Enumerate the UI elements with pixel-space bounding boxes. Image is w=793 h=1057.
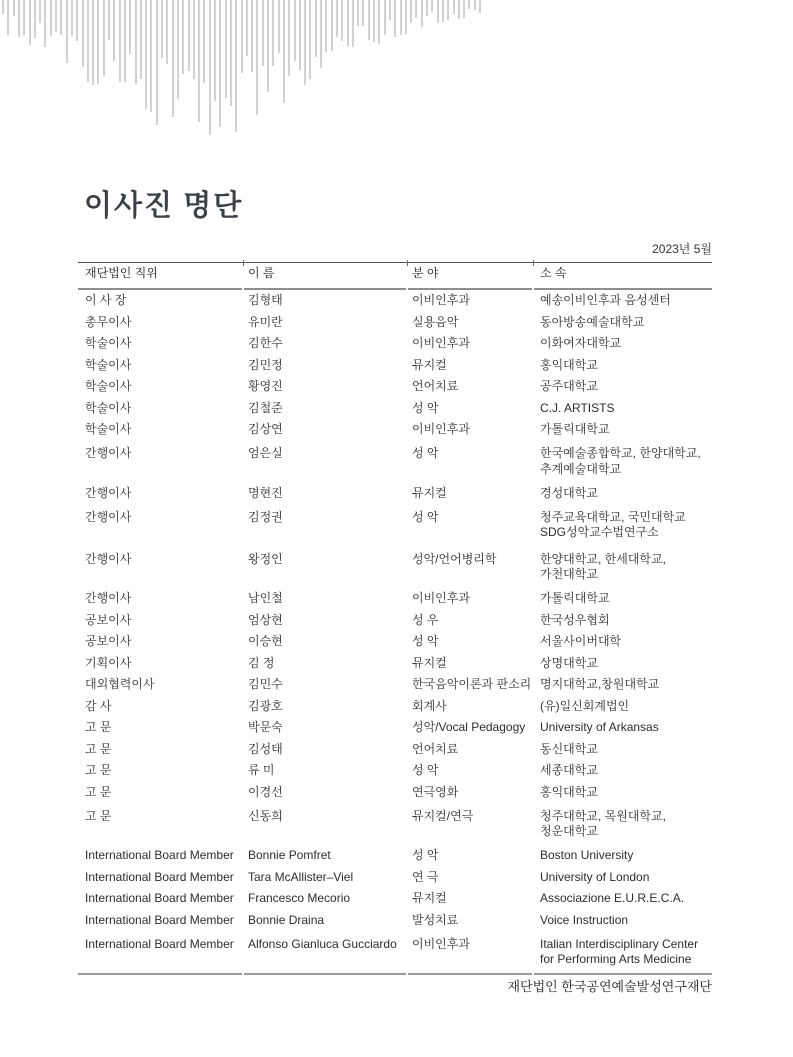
header-field: 분 야 — [408, 263, 532, 290]
rule-segment — [244, 973, 406, 975]
waveform-bar — [373, 0, 375, 42]
cell-field: 이비인후과 — [412, 336, 470, 350]
cell-affiliation — [534, 290, 712, 312]
waveform-bar — [50, 0, 52, 36]
cell-position: 감 사 — [85, 698, 112, 713]
cell-affiliation — [534, 867, 712, 889]
waveform-bar — [278, 0, 280, 53]
waveform-bar — [66, 0, 68, 63]
cell-position: 대외협력이사 — [85, 677, 155, 691]
waveform-bar — [400, 0, 402, 35]
waveform-bar — [347, 0, 349, 46]
cell-name: 김상연 — [248, 422, 283, 436]
affiliation-line: C.J. ARTISTS — [540, 400, 615, 415]
waveform-bar — [166, 0, 168, 64]
cell-field: 성 악 — [412, 446, 439, 460]
waveform-bar — [246, 0, 248, 56]
waveform-bar — [34, 0, 36, 38]
affiliation-line: 가톨릭대학교 — [540, 422, 610, 436]
cell-name: 김철준 — [248, 400, 283, 415]
cell-name: 박문숙 — [248, 720, 283, 734]
waveform-bar — [341, 0, 343, 41]
cell-field: 성 우 — [412, 612, 439, 627]
waveform-bar — [172, 0, 174, 117]
footer-organization: 재단법인 한국공연예술발성연구재단 — [507, 979, 712, 994]
affiliation-line: Associazione E.U.R.E.C.A. — [540, 891, 685, 905]
cell-field: 언어치료 — [412, 741, 459, 756]
waveform-bar — [309, 0, 311, 79]
cell-position: 간행이사 — [85, 551, 132, 566]
waveform-bar — [288, 0, 290, 76]
cell-field: 회계사 — [412, 698, 447, 713]
cell-position: International Board Member — [85, 936, 234, 951]
cell-name: 이경선 — [248, 784, 283, 799]
affiliation-line: Voice Instruction — [540, 912, 629, 927]
cell-field: 성악/언어병리학 — [412, 551, 497, 566]
affiliation-line: 공주대학교 — [540, 379, 598, 393]
rule-segment — [78, 973, 242, 975]
waveform-bar — [87, 0, 89, 82]
waveform-bar — [97, 0, 99, 84]
affiliation-line: 한국예술종합학교, 한양대학교, — [540, 446, 701, 460]
cell-field: 성 악 — [412, 400, 439, 415]
cell-field: 이비인후과 — [412, 936, 470, 951]
header-name: 이 름 — [244, 263, 406, 290]
waveform-bar — [135, 0, 137, 84]
cell-affiliation — [534, 782, 712, 804]
waveform-bar — [7, 0, 9, 35]
cell-position: 고 문 — [85, 808, 112, 823]
affiliation-line: 서울사이버대학 — [540, 634, 622, 648]
waveform-bar — [262, 0, 264, 66]
cell-affiliation — [534, 610, 712, 632]
cell-affiliation — [534, 803, 712, 845]
waveform-bar — [357, 0, 359, 26]
waveform-bar — [161, 0, 163, 58]
cell-position: 학술이사 — [85, 379, 132, 393]
cell-position: International Board Member — [85, 912, 234, 927]
cell-affiliation — [534, 760, 712, 782]
cell-position: 간행이사 — [85, 591, 132, 605]
waveform-bar — [55, 0, 57, 32]
affiliation-line: 추계예술대학교 — [540, 461, 622, 476]
cell-position: 공보이사 — [85, 612, 132, 627]
cell-position: 간행이사 — [85, 485, 132, 500]
waveform-bar — [76, 0, 78, 41]
page-title: 이사진 명단 — [84, 190, 244, 222]
cell-name: 명현진 — [248, 485, 283, 500]
affiliation-line: University of Arkansas — [540, 720, 659, 734]
cell-field: 언어치료 — [412, 379, 459, 393]
affiliation-line: (유)일신회계법인 — [540, 698, 630, 713]
cell-name: Francesco Mecorio — [248, 891, 351, 905]
cell-name: 김정권 — [248, 509, 283, 524]
cell-field: 성 악 — [412, 763, 439, 777]
cell-affiliation — [534, 398, 712, 420]
cell-field: 발성치료 — [412, 912, 459, 927]
cell-name: Bonnie Draina — [248, 912, 325, 927]
waveform-bar — [384, 0, 386, 35]
rule-segment — [408, 973, 532, 975]
affiliation-line: 가톨릭대학교 — [540, 591, 610, 605]
cell-name: 김민수 — [248, 677, 283, 691]
cell-field: 연극영화 — [412, 784, 459, 799]
cell-field: 성 악 — [412, 634, 439, 648]
cell-position: 고 문 — [85, 763, 112, 777]
cell-name: 남인철 — [248, 591, 283, 605]
affiliation-line: Boston University — [540, 848, 634, 862]
cell-affiliation — [534, 546, 712, 588]
date-label: 2023년 5월 — [652, 242, 712, 256]
cell-affiliation — [534, 653, 712, 675]
waveform-bar — [431, 0, 433, 12]
waveform-bar — [140, 0, 142, 79]
cell-position: 공보이사 — [85, 634, 132, 648]
waveform-bar — [325, 0, 327, 52]
cell-name: Alfonso Gianluca Gucciardo — [248, 936, 397, 951]
cell-name: Bonnie Pomfret — [248, 848, 331, 862]
waveform-bar — [60, 0, 62, 35]
waveform-bar — [225, 0, 227, 98]
cell-field: 성악/Vocal Pedagogy — [412, 720, 526, 734]
table-header-row — [78, 262, 712, 290]
cell-affiliation — [534, 888, 712, 910]
cell-name: 김 정 — [248, 655, 275, 670]
affiliation-line: 이화여자대학교 — [540, 336, 622, 350]
waveform-bar — [463, 0, 465, 18]
cell-position: 간행이사 — [85, 509, 132, 524]
rule-segment — [534, 973, 712, 975]
cell-name: 류 미 — [248, 763, 275, 777]
affiliation-line: 세종대학교 — [540, 763, 598, 777]
cell-field: 뮤지컬/연극 — [412, 808, 474, 823]
waveform-bar — [71, 0, 73, 36]
cell-affiliation — [534, 355, 712, 377]
waveform-bar — [479, 0, 481, 13]
waveform-bar — [209, 0, 211, 135]
cell-affiliation — [534, 312, 712, 334]
cell-affiliation — [534, 333, 712, 355]
waveform-bar — [156, 0, 158, 125]
cell-name: 김성태 — [248, 741, 283, 756]
cell-affiliation — [534, 631, 712, 653]
waveform-bar — [468, 0, 470, 9]
waveform-bar — [108, 0, 110, 40]
cell-name: 김형태 — [248, 293, 283, 307]
affiliation-line: SDG성악교수법연구소 — [540, 525, 659, 539]
cell-position: 학술이사 — [85, 336, 132, 350]
cell-field: 한국음악이론과 판소리 — [412, 677, 532, 691]
waveform-bar — [315, 0, 317, 57]
waveform-decoration — [0, 0, 500, 160]
cell-field: 뮤지컬 — [412, 485, 447, 500]
waveform-bar — [29, 0, 31, 45]
affiliation-line: 청주교육대학교, 국민대학교 — [540, 509, 686, 524]
cell-name: 유미란 — [248, 314, 283, 329]
waveform-bar — [320, 0, 322, 68]
cell-field: 실용음악 — [412, 314, 459, 329]
waveform-bar — [426, 0, 428, 16]
cell-position: 고 문 — [85, 741, 112, 756]
cell-position: 고 문 — [85, 784, 112, 799]
cell-affiliation — [534, 588, 712, 610]
cell-name: 엄은실 — [248, 446, 283, 460]
waveform-bar — [251, 0, 253, 72]
waveform-bar — [145, 0, 147, 109]
cell-affiliation — [534, 376, 712, 398]
cell-position: 학술이사 — [85, 400, 132, 415]
waveform-bar — [368, 0, 370, 40]
cell-name: 엄상현 — [248, 612, 283, 627]
waveform-bar — [39, 0, 41, 23]
waveform-bar — [119, 0, 121, 82]
cell-name: 왕정인 — [248, 551, 283, 566]
waveform-bar — [214, 0, 216, 101]
cell-affiliation — [534, 441, 712, 483]
waveform-bar — [150, 0, 152, 112]
cell-name: 황영진 — [248, 379, 283, 393]
affiliation-line: 가천대학교 — [540, 567, 598, 581]
cell-position: International Board Member — [85, 891, 234, 905]
cell-field: 연 극 — [412, 869, 439, 884]
waveform-bar — [188, 0, 190, 71]
waveform-bar — [304, 0, 306, 85]
header-position: 재단법인 직위 — [78, 263, 242, 290]
waveform-bar — [13, 0, 15, 16]
cell-affiliation — [534, 845, 712, 867]
table-bottom-rule — [78, 973, 712, 975]
affiliation-line: 명지대학교,창원대학교 — [540, 677, 660, 691]
cell-position: 기획이사 — [85, 655, 132, 670]
affiliation-line: 경성대학교 — [540, 485, 598, 500]
cell-position: International Board Member — [85, 848, 234, 862]
column-boundary-tick — [533, 260, 534, 266]
cell-affiliation — [534, 674, 712, 696]
waveform-bar — [219, 0, 221, 127]
waveform-bar — [331, 0, 333, 51]
affiliation-line: 청운대학교 — [540, 824, 598, 838]
cell-affiliation — [534, 504, 712, 546]
waveform-bar — [352, 0, 354, 47]
waveform-bar — [177, 0, 179, 99]
affiliation-line: 예송이비인후과 음성센터 — [540, 293, 671, 307]
cell-name: 김민정 — [248, 357, 283, 372]
waveform-bar — [44, 0, 46, 47]
cell-affiliation — [534, 717, 712, 739]
waveform-bar — [405, 0, 407, 34]
waveform-bar — [421, 0, 423, 27]
column-boundary-tick — [243, 260, 244, 266]
affiliation-line: 홍익대학교 — [540, 784, 598, 799]
cell-field: 성 악 — [412, 509, 439, 524]
waveform-bar — [336, 0, 338, 37]
cell-position: 학술이사 — [85, 422, 132, 436]
waveform-bar — [294, 0, 296, 61]
affiliation-line: 동아방송예술대학교 — [540, 314, 645, 329]
cell-field: 성 악 — [412, 848, 439, 862]
affiliation-line: 한양대학교, 한세대학교, — [540, 551, 666, 566]
waveform-bar — [299, 0, 301, 70]
waveform-bar — [272, 0, 274, 66]
waveform-bar — [230, 0, 232, 106]
waveform-bar — [182, 0, 184, 74]
board-member-table — [78, 262, 712, 995]
cell-affiliation — [534, 910, 712, 932]
waveform-bar — [442, 0, 444, 22]
waveform-bar — [92, 0, 94, 85]
waveform-bar — [203, 0, 205, 83]
cell-position: 학술이사 — [85, 357, 132, 372]
cell-field: 뮤지컬 — [412, 655, 447, 670]
affiliation-line: 홍익대학교 — [540, 357, 598, 372]
affiliation-line: for Performing Arts Medicine — [540, 952, 692, 966]
waveform-bar — [129, 0, 131, 54]
waveform-bar — [193, 0, 195, 79]
cell-name: 김한수 — [248, 336, 283, 350]
affiliation-line: Italian Interdisciplinary Center — [540, 936, 699, 951]
waveform-bar — [267, 0, 269, 92]
waveform-bar — [378, 0, 380, 44]
cell-name: 김광호 — [248, 698, 283, 713]
affiliation-line: University of London — [540, 869, 650, 884]
waveform-bar — [283, 0, 285, 103]
waveform-bar — [362, 0, 364, 26]
cell-position: 이 사 장 — [85, 293, 127, 307]
affiliation-line: 상명대학교 — [540, 655, 598, 670]
affiliation-line: 청주대학교, 목원대학교, — [540, 808, 666, 823]
cell-name: 이승현 — [248, 634, 283, 648]
waveform-bar — [410, 0, 412, 23]
waveform-bar — [256, 0, 258, 115]
cell-field: 이비인후과 — [412, 422, 470, 436]
cell-affiliation — [534, 931, 712, 973]
waveform-bar — [437, 0, 439, 23]
waveform-bar — [453, 0, 455, 14]
waveform-bar — [23, 0, 25, 35]
cell-field: 뮤지컬 — [412, 357, 447, 372]
waveform-bar — [389, 0, 391, 20]
affiliation-line: 한국성우협회 — [540, 612, 610, 627]
cell-position: 총무이사 — [85, 314, 132, 329]
cell-affiliation — [534, 419, 712, 441]
waveform-bar — [2, 0, 4, 14]
cell-position: International Board Member — [85, 869, 234, 884]
cell-affiliation — [534, 483, 712, 505]
cell-field: 이비인후과 — [412, 293, 470, 307]
cell-name: Tara McAllister–Viel — [248, 869, 354, 884]
affiliation-line: 동신대학교 — [540, 741, 598, 756]
waveform-bar — [113, 0, 115, 61]
waveform-bar — [415, 0, 417, 18]
waveform-bar — [394, 0, 396, 37]
waveform-bar — [241, 0, 243, 73]
cell-affiliation — [534, 739, 712, 761]
waveform-bar — [124, 0, 126, 82]
header-affiliation: 소 속 — [534, 263, 712, 290]
waveform-bar — [458, 0, 460, 19]
cell-field: 이비인후과 — [412, 591, 470, 605]
waveform-bar — [474, 0, 476, 10]
table-body — [78, 290, 712, 973]
cell-position: 간행이사 — [85, 446, 132, 460]
cell-position: 고 문 — [85, 720, 112, 734]
cell-field: 뮤지컬 — [412, 891, 447, 905]
waveform-bar — [18, 0, 20, 37]
waveform-bar — [82, 0, 84, 67]
waveform-bar — [198, 0, 200, 122]
waveform-bar — [447, 0, 449, 20]
waveform-bar — [235, 0, 237, 132]
cell-name: 신동희 — [248, 808, 283, 823]
cell-affiliation — [534, 696, 712, 718]
column-boundary-tick — [407, 260, 408, 266]
waveform-bar — [103, 0, 105, 76]
